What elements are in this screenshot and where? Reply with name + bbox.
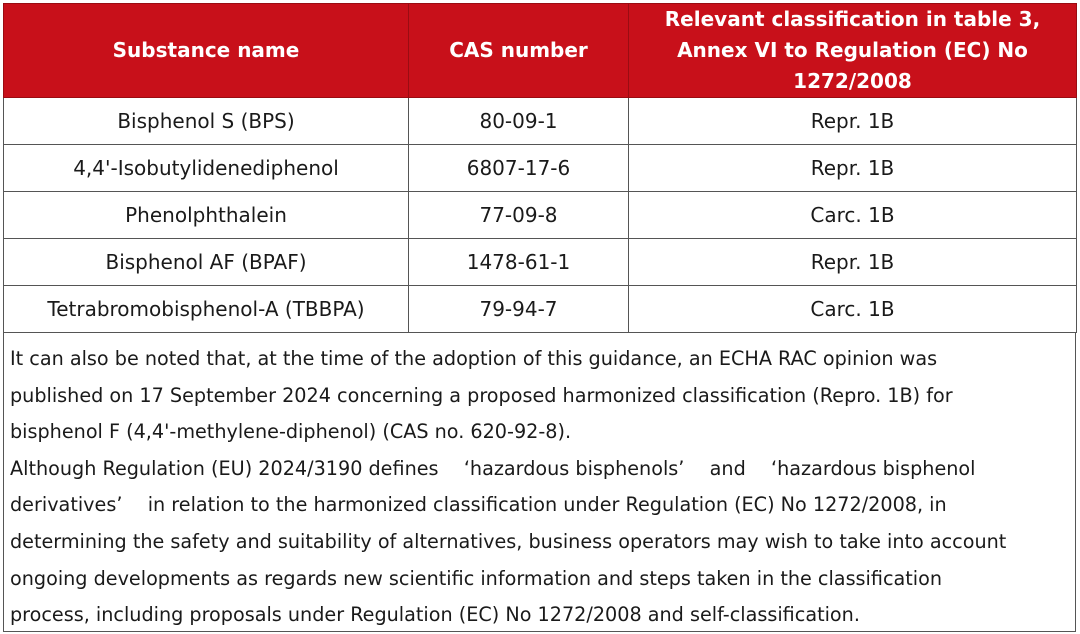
- cell-cas: 79-94-7: [409, 286, 629, 333]
- header-cas-number: CAS number: [409, 4, 629, 98]
- cell-substance: Tetrabromobisphenol-A (TBBPA): [4, 286, 409, 333]
- cell-substance: 4,4'-Isobutylidenediphenol: [4, 145, 409, 192]
- document-page: [3, 3, 1076, 626]
- cell-classification: Repr. 1B: [629, 145, 1077, 192]
- table-row: [4, 98, 1077, 145]
- header-substance-name: Substance name: [4, 4, 409, 98]
- header-classification: Relevant classification in table 3, Annex VI to Regulation (EC) No 1272/2008: [629, 4, 1077, 98]
- cell-classification: Repr. 1B: [629, 98, 1077, 145]
- table-row: [4, 239, 1077, 286]
- cell-substance: Phenolphthalein: [4, 192, 409, 239]
- table-row: [4, 286, 1077, 333]
- table-row: [4, 192, 1077, 239]
- cell-cas: 80-09-1: [409, 98, 629, 145]
- cell-cas: 1478-61-1: [409, 239, 629, 286]
- cell-substance: Bisphenol S (BPS): [4, 98, 409, 145]
- cell-classification: Carc. 1B: [629, 192, 1077, 239]
- table-row: [4, 145, 1077, 192]
- cell-classification: Repr. 1B: [629, 239, 1077, 286]
- substance-table: [3, 3, 1077, 333]
- note-paragraph-echa-rac: It can also be noted that, at the time of the adoption of this guidance, an ECHA RAC opinion was published on 17 September 2024 concerning a proposed harmonized classification (Repro. 1B) for bisphenol F (4,4'-methylene-diphenol) (CAS no. 620-92-8).: [10, 347, 953, 444]
- table-header-row: [4, 4, 1077, 98]
- note-box: [3, 333, 1076, 632]
- cell-substance: Bisphenol AF (BPAF): [4, 239, 409, 286]
- note-paragraph-regulation: Although Regulation (EU) 2024/3190 defines ‘hazardous bisphenols’ and ‘hazardous bisphenol derivatives’ in relation to the harmonized classification under Regulation (EC) No 1272/2008, in determining the safety and suitability of alternatives, business operators may wish to take into account ongoing developments as regards new scientific information and steps taken in the classification process, including proposals under Regulation (EC) No 1272/2008 and self-classification.: [10, 456, 1007, 627]
- cell-cas: 77-09-8: [409, 192, 629, 239]
- cell-classification: Carc. 1B: [629, 286, 1077, 333]
- cell-cas: 6807-17-6: [409, 145, 629, 192]
